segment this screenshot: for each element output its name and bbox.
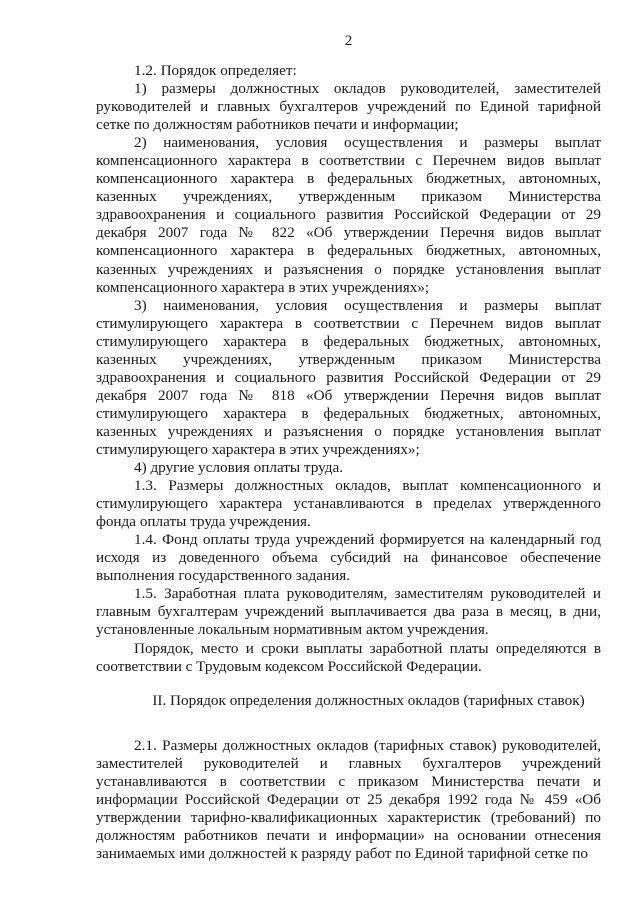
page-number: 2 [344,33,353,49]
paragraph-1-2: 1.2. Порядок определяет: [134,62,297,79]
paragraph-item-4: 4) другие условия оплаты труда. [134,459,344,477]
section-heading: II. Порядок определения должностных окладов (тарифных ставок) [152,691,585,709]
paragraph-item-3: 3) наименования, условия осуществления и размеры выплат стимулирующего характера в соответствии с Перечнем видов выплат стимулирующего характера в федеральных бюджетных, автономных, казенных учреждениях, утвержденным приказом Министерства здравоохранения и социального развития Российской Федерации от 29 декабря 2007 года № 818 «Об утверждении Перечня видов выплат стимулирующего характера в федеральных бюджетных, автономных, казенных учреждениях и разъяснения о порядке установления выплат стимулирующего характера в этих учреждениях»; [96,296,601,458]
paragraph-2-1: 2.1. Размеры должностных окладов (тарифных ставок) руководителей, заместителей руководителей и главных бухгалтеров учреждений устанавливаются в соответствии с приказом Министерства печати и информации Российской Федерации от 25 декабря 1992 года № 459 «Об утверждении тарифно-квалификационных характеристик (требований) по должностям работников печати и информации» на основании отнесения занимаемых ими должностей к разряду работ по Единой тарифной сетке по [96,736,601,862]
paragraph-item-1: 1) размеры должностных окладов руководителей, заместителей руководителей и главных бухгалтеров учреждений по Единой тарифной сетке по должностям работников печати и информации; [96,80,601,134]
paragraph-1-5: 1.5. Заработная плата руководителям, заместителям руководителей и главным бухгалтерам учреждений выплачивается два раза в месяц, в дни, установленные локальным нормативным актом учреждения. [96,585,601,639]
paragraph-1-4: 1.4. Фонд оплаты труда учреждений формируется на календарный год исходя из доведенного объема субсидий на финансовое обеспечение выполнения государственного задания. [96,531,601,585]
paragraph-1-3: 1.3. Размеры должностных окладов, выплат компенсационного и стимулирующего характера устанавливаются в пределах утвержденного фонда оплаты труда учреждения. [96,477,601,531]
paragraph-payment-order: Порядок, место и сроки выплаты заработной платы определяются в соответствии с Трудовым кодексом Российской Федерации. [96,639,601,675]
paragraph-item-2: 2) наименования, условия осуществления и размеры выплат компенсационного характера в соответствии с Перечнем видов выплат компенсационного характера в федеральных бюджетных, автономных, казенных учреждениях, утвержденным приказом Министерства здравоохранения и социального развития Российской Федерации от 29 декабря 2007 года № 822 «Об утверждении Перечня видов выплат компенсационного характера в федеральных бюджетных, автономных, казенных учреждениях и разъяснения о порядке установления выплат компенсационного характера в этих учреждениях»; [96,134,601,296]
document-page [96,33,601,863]
